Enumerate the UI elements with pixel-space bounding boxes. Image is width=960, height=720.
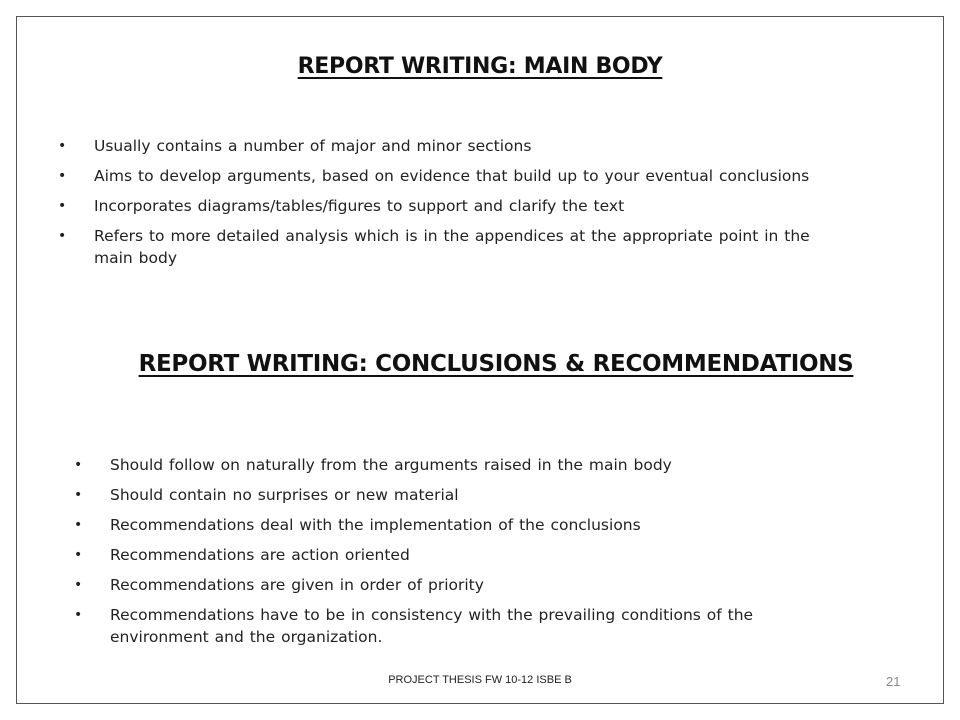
bullet-text: Usually contains a number of major and minor sections bbox=[94, 137, 532, 155]
bullet-icon: • bbox=[58, 198, 67, 214]
bullet-text: Aims to develop arguments, based on evidence that build up to your eventual conclusions bbox=[94, 167, 810, 185]
bullet-icon: • bbox=[74, 457, 83, 473]
list-item bbox=[74, 544, 830, 566]
bullet-text: Recommendations deal with the implementation of the conclusions bbox=[110, 516, 641, 534]
bullet-icon: • bbox=[58, 138, 67, 154]
main-body-bullet-list bbox=[58, 135, 854, 277]
list-item bbox=[74, 514, 830, 536]
bullet-text: Incorporates diagrams/tables/figures to support and clarify the text bbox=[94, 197, 625, 215]
bullet-text: Recommendations have to be in consistency with the prevailing conditions of the environment and the organization. bbox=[110, 606, 754, 646]
list-item bbox=[74, 604, 830, 648]
bullet-text: Recommendations are action oriented bbox=[110, 546, 410, 564]
bullet-text: Should contain no surprises or new material bbox=[110, 486, 459, 504]
bullet-icon: • bbox=[74, 517, 83, 533]
page-number: 21 bbox=[886, 674, 901, 689]
list-item bbox=[58, 195, 854, 217]
list-item bbox=[58, 165, 854, 187]
bullet-icon: • bbox=[58, 168, 67, 184]
bullet-icon: • bbox=[74, 577, 83, 593]
bullet-icon: • bbox=[58, 228, 67, 244]
list-item bbox=[58, 135, 854, 157]
list-item bbox=[74, 484, 830, 506]
bullet-text: Recommendations are given in order of priority bbox=[110, 576, 484, 594]
bullet-icon: • bbox=[74, 607, 83, 623]
list-item bbox=[74, 574, 830, 596]
list-item bbox=[74, 454, 830, 476]
conclusions-title: REPORT WRITING: CONCLUSIONS & RECOMMENDATIONS bbox=[138, 351, 854, 377]
bullet-text: Refers to more detailed analysis which is in the appendices at the appropriate point in the main body bbox=[94, 227, 810, 267]
bullet-icon: • bbox=[74, 547, 83, 563]
slide-footer: PROJECT THESIS FW 10-12 ISBE B bbox=[388, 674, 572, 686]
main-body-title: REPORT WRITING: MAIN BODY bbox=[297, 54, 663, 79]
conclusions-bullet-list bbox=[74, 454, 830, 656]
bullet-text: Should follow on naturally from the arguments raised in the main body bbox=[110, 456, 672, 474]
bullet-icon: • bbox=[74, 487, 83, 503]
list-item bbox=[58, 225, 854, 269]
